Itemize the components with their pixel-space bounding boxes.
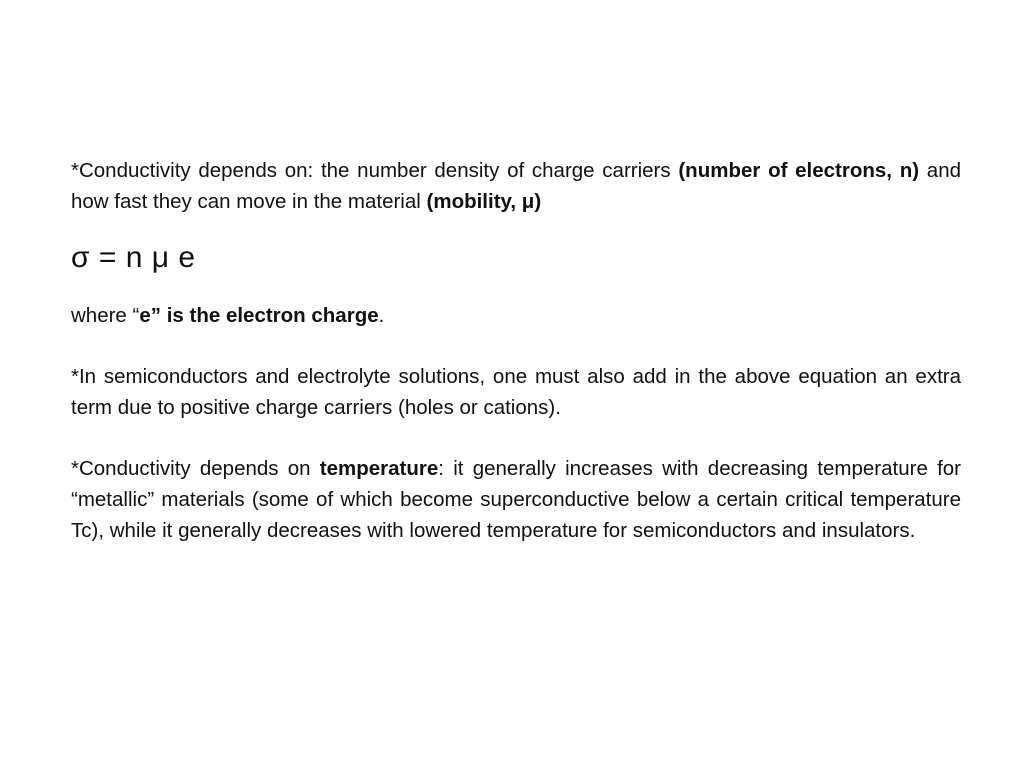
bold-term-temperature: temperature xyxy=(319,457,439,480)
bold-term-electron-charge: e” is the electron charge xyxy=(139,304,379,327)
paragraph-text: . xyxy=(378,304,385,327)
paragraph-electron-charge xyxy=(71,300,961,331)
paragraph-text: : it generally increases with decreasing temperature for “metallic” materials (some of which become superconductive below a certain critical temperature Tc), while it generally decreases with lowered temperature for semiconductors and insulators. xyxy=(71,457,961,542)
bold-term-number-of-electrons: (number of electrons, n) xyxy=(678,159,920,182)
paragraph-text: and how fast they can move in the material xyxy=(71,159,962,213)
bold-term-mobility: (mobility, μ) xyxy=(426,190,542,213)
slide-body xyxy=(71,155,961,546)
paragraph-temperature xyxy=(71,453,961,546)
paragraph-text: where “ xyxy=(71,304,140,327)
paragraph-conductivity-carriers xyxy=(71,155,961,217)
paragraph-text: *Conductivity depends on xyxy=(71,457,320,480)
paragraph-text: *Conductivity depends on: the number density of charge carriers xyxy=(71,159,679,182)
paragraph-semiconductors: *In semiconductors and electrolyte solutions, one must also add in the above equation an extra term due to positive charge carriers (holes or cations). xyxy=(71,365,961,419)
conductivity-formula: σ = n μ e xyxy=(71,241,196,274)
